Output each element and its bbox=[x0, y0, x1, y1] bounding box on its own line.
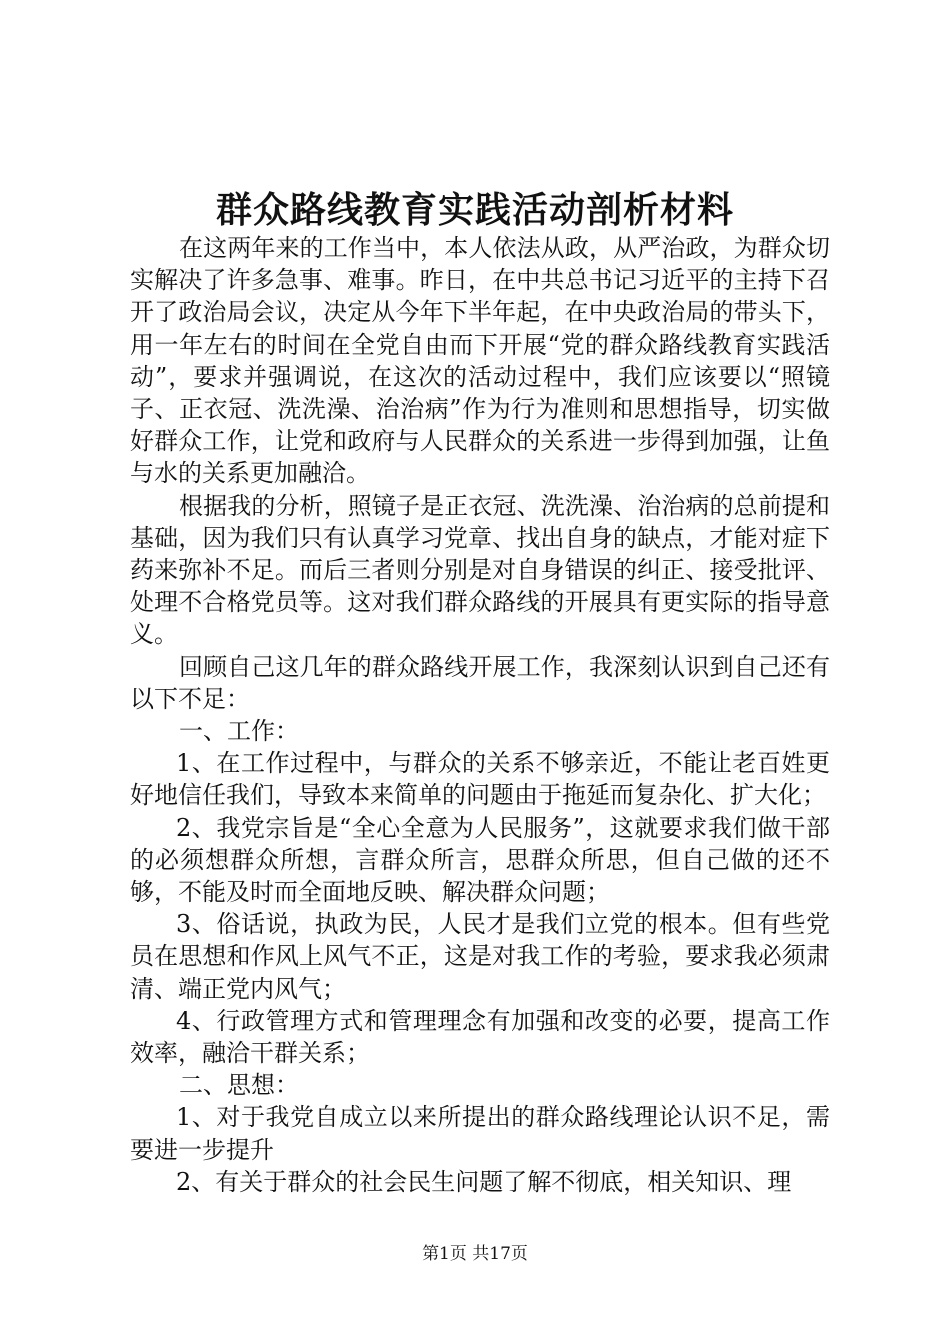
work-item-4: 4、行政管理方式和管理理念有加强和改变的必要，提高工作效率，融洽干群关系； bbox=[130, 1006, 830, 1068]
section-heading-work: 一、工作： bbox=[179, 717, 299, 746]
paragraph-review: 回顾自己这几年的群众路线开展工作，我深刻认识到自己还有以下不足： bbox=[130, 652, 830, 713]
work-item-3: 3、俗话说，执政为民，人民才是我们立党的根本。但有些党员在思想和作风上风气不正，这是对我工作的考验，要求我必须肃清、端正党内风气； bbox=[130, 910, 830, 1003]
work-item-2: 2、我党宗旨是“全心全意为人民服务”，这就要求我们做干部的必须想群众所想，言群众所言，思群众所思，但自己做的还不够，不能及时而全面地反映、解决群众问题； bbox=[130, 813, 830, 907]
paragraph-analysis: 根据我的分析，照镜子是正衣冠、洗洗澡、治治病的总前提和基础，因为我们只有认真学习党章、找出自身的缺点，才能对症下药来弥补不足。而后三者则分别是对自身错误的纠正、接受批评、处理不合格党员等。这对我们群众路线的开展具有更实际的指导意义。 bbox=[130, 491, 830, 649]
thought-item-1: 1、对于我党自成立以来所提出的群众路线理论认识不足，需要进一步提升 bbox=[130, 1103, 830, 1164]
document-body bbox=[130, 232, 830, 1198]
page-indicator: 第1页 共17页 bbox=[422, 1244, 528, 1264]
section-heading-thought: 二、思想： bbox=[179, 1071, 299, 1100]
work-item-1: 1、在工作过程中，与群众的关系不够亲近，不能让老百姓更好地信任我们，导致本来简单的问题由于拖延而复杂化、扩大化； bbox=[130, 749, 830, 810]
document-title: 群众路线教育实践活动剖析材料 bbox=[215, 189, 734, 231]
paragraph-intro: 在这两年来的工作当中，本人依法从政，从严治政，为群众切实解决了许多急事、难事。昨日，在中共总书记习近平的主持下召开了政治局会议，决定从今年下半年起，在中央政治局的带头下，用一年左右的时间在全党自由而下开展“党的群众路线教育实践活动”，要求并强调说，在这次的活动过程中，我们应该要以“照镜子、正衣冠、洗洗澡、治治病”作为行为准则和思想指导，切实做好群众工作，让党和政府与人民群众的关系进一步得到加强，让鱼与水的关系更加融洽。 bbox=[130, 234, 830, 488]
thought-item-2: 2、有关于群众的社会民生问题了解不彻底，相关知识、理 bbox=[176, 1167, 792, 1196]
